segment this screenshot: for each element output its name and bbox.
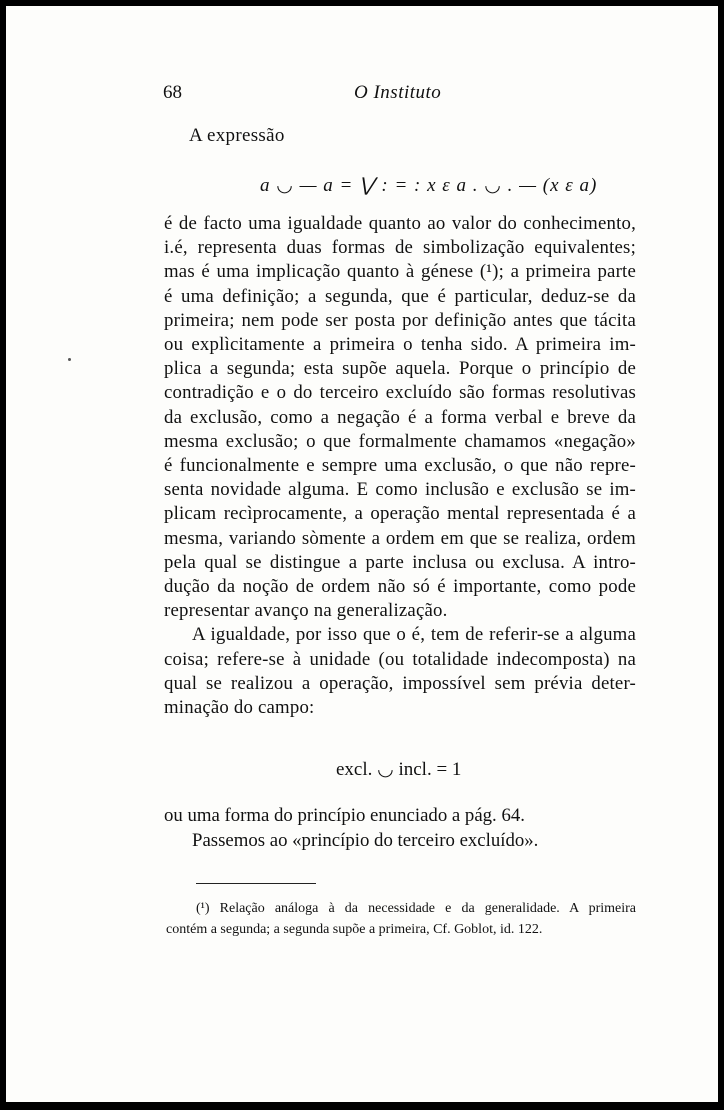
margin-speck — [68, 358, 71, 361]
text-line: coisa; refere-se à unidade (ou totalidade indecomposta) na — [164, 648, 636, 670]
footnote — [166, 898, 636, 940]
text-line: ou uma forma do princípio enunciado a pág. 64. — [164, 805, 525, 826]
text-line: mesma, variando sòmente a ordem em que se realiza, ordem — [164, 527, 636, 549]
text-line: ou explìcitamente a primeira o tenha sido. A primeira im- — [164, 334, 636, 356]
text-line: mas é uma implicação quanto à génese (¹); a primeira parte — [164, 261, 636, 283]
body-text — [164, 212, 636, 720]
text-line: Passemos ao «princípio do terceiro excluído». — [192, 830, 539, 851]
text-line: i.é, representa duas formas de simbolização equivalentes; — [164, 237, 636, 259]
text-line: plicam recìprocamente, a operação mental representada é a — [164, 503, 636, 525]
text-line: é de facto uma igualdade quanto ao valor do conhecimento, — [164, 213, 636, 234]
text-line: senta novidade alguma. E como inclusão e exclusão se im- — [164, 479, 636, 501]
page — [6, 6, 718, 1102]
text-line: plica a segunda; esta supõe aquela. Porque o princípio de — [164, 358, 636, 380]
intro-text: A expressão — [189, 125, 285, 146]
text-line: A igualdade, por isso que o é, tem de referir-se a alguma — [192, 624, 636, 646]
text-line: qual se realizou a operação, impossível sem prévia deter- — [164, 672, 636, 694]
footnote-line: contém a segunda; a segunda supõe a primeira, Cf. Goblot, id. 122. — [166, 922, 543, 937]
text-line: é funcionalmente e sempre uma exclusão, o que não repre- — [164, 455, 636, 477]
page-number: 68 — [163, 82, 182, 103]
formula-expression: a ◡ — a = ⋁ : = : x ε a . ◡ . — (x ε a) — [260, 175, 598, 196]
closing-text — [164, 803, 636, 853]
footnote-divider — [196, 883, 316, 884]
text-line: minação do campo: — [164, 697, 315, 719]
text-line: pela qual se distingue a parte inclusa ou exclusa. A intro- — [164, 551, 636, 573]
footnote-line: (¹) Relação análoga à da necessidade e da generalidade. A primeira — [196, 901, 636, 916]
formula-exclusion-inclusion: excl. ◡ incl. = 1 — [336, 759, 462, 780]
text-line: mesma exclusão; o que formalmente chamamos «negação» — [164, 430, 636, 452]
text-line: primeira; nem pode ser posta por definição antes que tácita — [164, 309, 636, 331]
text-line: dução da noção de ordem não só é importante, como pode — [164, 576, 636, 598]
text-line: representar avanço na generalização. — [164, 600, 448, 622]
running-title: O Instituto — [354, 82, 442, 103]
text-line: da exclusão, como a negação é a forma verbal e breve da — [164, 406, 636, 428]
text-line: contradição e o do terceiro excluído são formas resolutivas — [164, 382, 636, 404]
text-line: é uma definição; a segunda, que é particular, deduz-se da — [164, 285, 636, 307]
